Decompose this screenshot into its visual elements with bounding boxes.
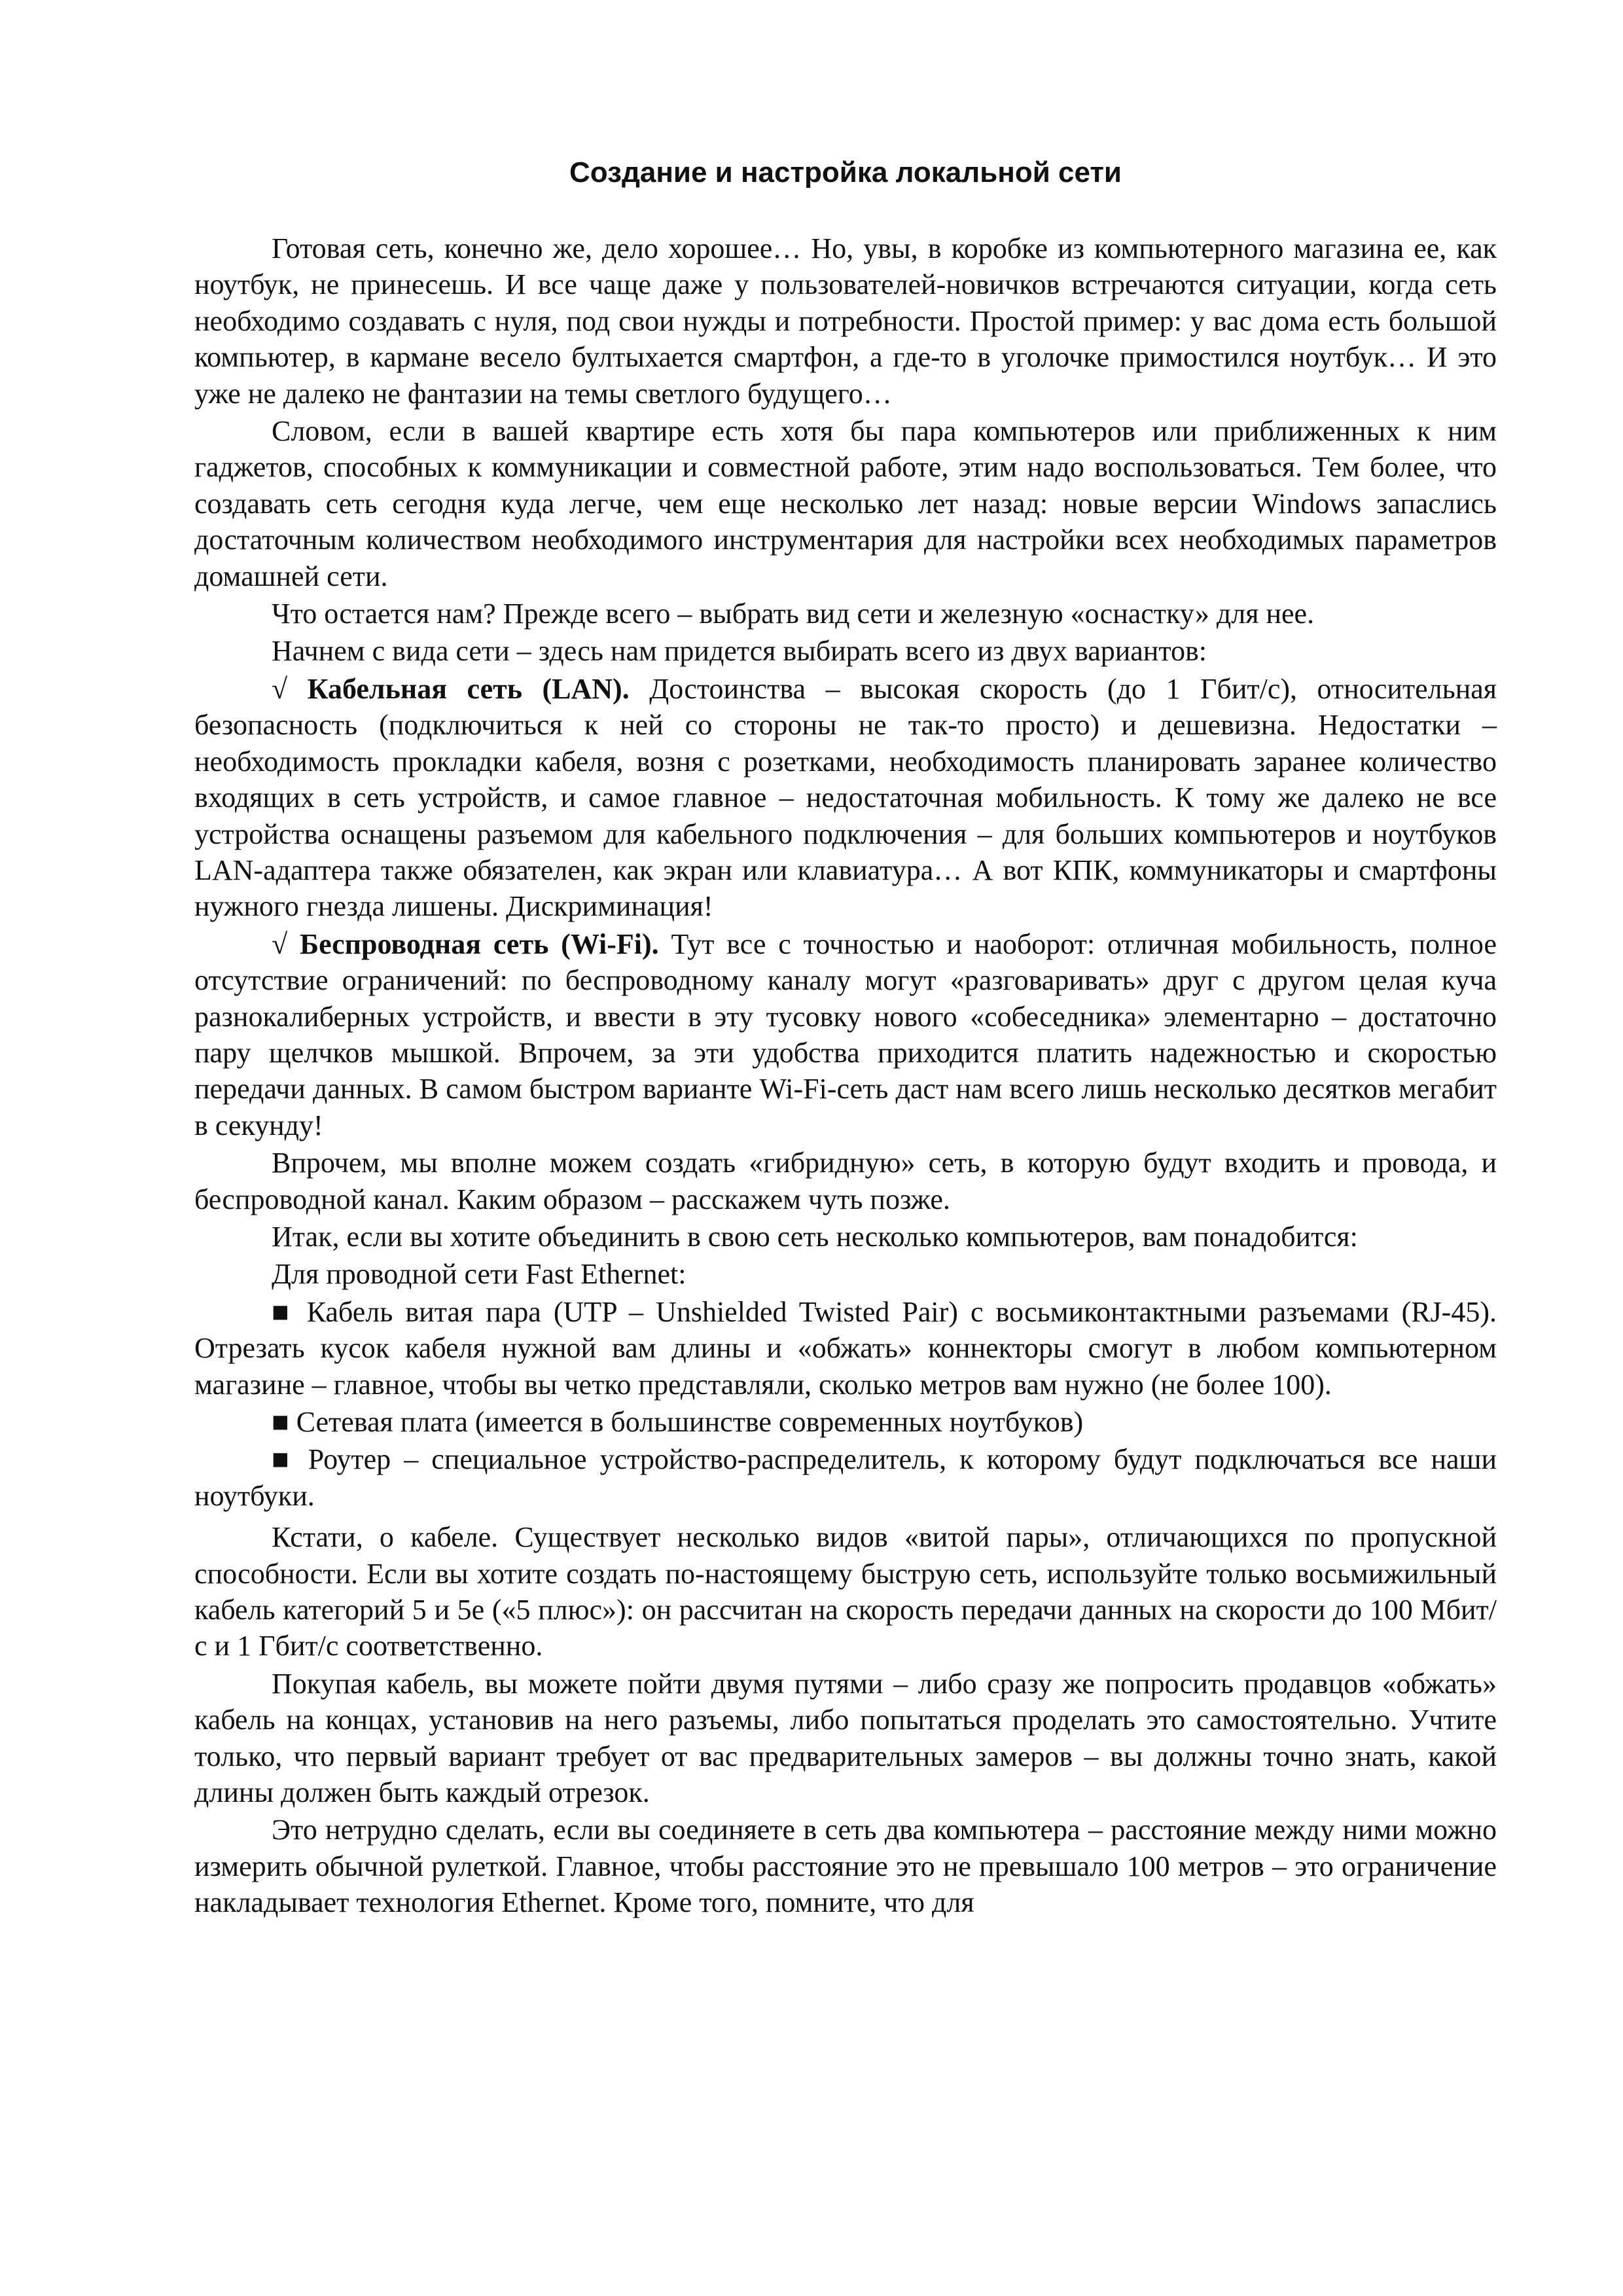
paragraph-variants: Начнем с вида сети – здесь нам придется выбирать всего из двух вариантов: [272,635,1207,668]
checkmark-icon: √ [272,672,288,705]
paragraph-gadgets: Словом, если в вашей квартире есть хотя бы пара компьютеров или приближенных к ним гаджетов, способных к коммуникации и совместной работе, этим надо воспользоваться. Тем более, что создавать сеть сегодня куда легче, чем еще несколько лет назад: новые версии Windows запаслись достаточным количеством необходимого инструментария для настройки всех необходимых параметров домашней сети. [194,415,1497,592]
paragraph-wired-heading: Для проводной сети Fast Ethernet: [272,1258,687,1291]
paragraph-wifi [194,926,1497,1143]
list-item-network-card: ■ Сетевая плата (имеется в большинстве современных ноутбуков) [272,1406,1084,1438]
list-item-router: ■ Роутер – специальное устройство-распределитель, к которому будут подключаться все наши ноутбуки. [194,1443,1497,1512]
paragraph-intro: Готовая сеть, конечно же, дело хорошее… Но, увы, в коробке из компьютерного магазина ее, как ноутбук, не принесешь. И все чаще даже у пользователей-новичков встречаются ситуации, когда сеть необходимо создавать с нуля, под свои нужды и потребности. Простой пример: у вас дома есть большой компьютер, в кармане весело бултыхается смартфон, а где-то в уголочке примостился ноутбук… И это уже не далеко не фантазии на темы светлого будущего… [194,232,1497,410]
wifi-label: Беспроводная сеть (Wi-Fi). [300,927,659,960]
list-item-cable: ■ Кабель витая пара (UTP – Unshielded Twisted Pair) с восьмиконтактными разъемами (RJ-45). Отрезать кусок кабеля нужной вам длины и «обжать» коннекторы смогут в любом компьютерном магазине – главное, чтобы вы четко представляли, сколько метров вам нужно (не более 100). [194,1295,1497,1401]
paragraph-question: Что остается нам? Прежде всего – выбрать вид сети и железную «оснастку» для нее. [272,598,1315,630]
paragraph-cable-types: Кстати, о кабеле. Существует несколько видов «витой пары», отличающихся по пропускной способности. Если вы хотите создать по-настоящему быструю сеть, используйте только восьмижильный кабель категорий 5 и 5е («5 плюс»): он рассчитан на скорость передачи данных на скорости до 100 Мбит/с и 1 Гбит/с соответственно. [194,1521,1497,1662]
checkmark-icon: √ [272,927,288,960]
paragraph-buying-cable: Покупая кабель, вы можете пойти двумя путями – либо сразу же попросить продавцов «обжать» кабель на концах, установив на него разъемы, либо попытаться проделать это самостоятельно. Учтите только, что первый вариант требует от вас предварительных замеров – вы должны точно знать, какой длины должен быть каждый отрезок. [194,1667,1497,1809]
wifi-text: Тут все с точностью и наоборот: отличная мобильность, полное отсутствие ограничений: по беспроводному каналу могут «разговаривать» друг с другом целая куча разнокалиберных устройств, и ввести в эту тусовку нового «собеседника» элементарно – достаточно пару щелчков мышкой. Впрочем, за эти удобства приходится платить надежностью и скоростью передачи данных. В самом быстром варианте Wi-Fi-сеть даст нам всего лишь несколько десятков мегабит в секунду! [194,927,1497,1141]
document-page [194,154,1497,1922]
lan-text: Достоинства – высокая скорость (до 1 Гбит/с), относительная безопасность (подключиться к ней со стороны не так-то просто) и дешевизна. Недостатки – необходимость прокладки кабеля, возня с розетками, необходимость планировать заранее количество входящих в сеть устройств, и самое главное – недостаточная мобильность. К тому же далеко не все устройства оснащены разъемом для кабельного подключения – для больших компьютеров и ноутбуков LAN-адаптера также обязателен, как экран или клавиатура… А вот КПК, коммуникаторы и смартфоны нужного гнезда лишены. Дискриминация! [194,672,1497,923]
paragraph-hybrid: Впрочем, мы вполне можем создать «гибридную» сеть, в которую будут входить и провода, и беспроводной канал. Каким образом – расскажем чуть позже. [194,1147,1497,1215]
lan-label: Кабельная сеть (LAN). [307,672,630,705]
paragraph-distance: Это нетрудно сделать, если вы соединяете в сеть два компьютера – расстояние между ними можно измерить обычной рулеткой. Главное, чтобы расстояние это не превышало 100 метров – это ограничение накладывает технология Ethernet. Кроме того, помните, что для [194,1814,1497,1919]
paragraph-need: Итак, если вы хотите объединить в свою сеть несколько компьютеров, вам понадобится: [272,1220,1358,1253]
paragraph-lan [194,671,1497,925]
page-title: Создание и настройка локальной сети [569,156,1122,188]
